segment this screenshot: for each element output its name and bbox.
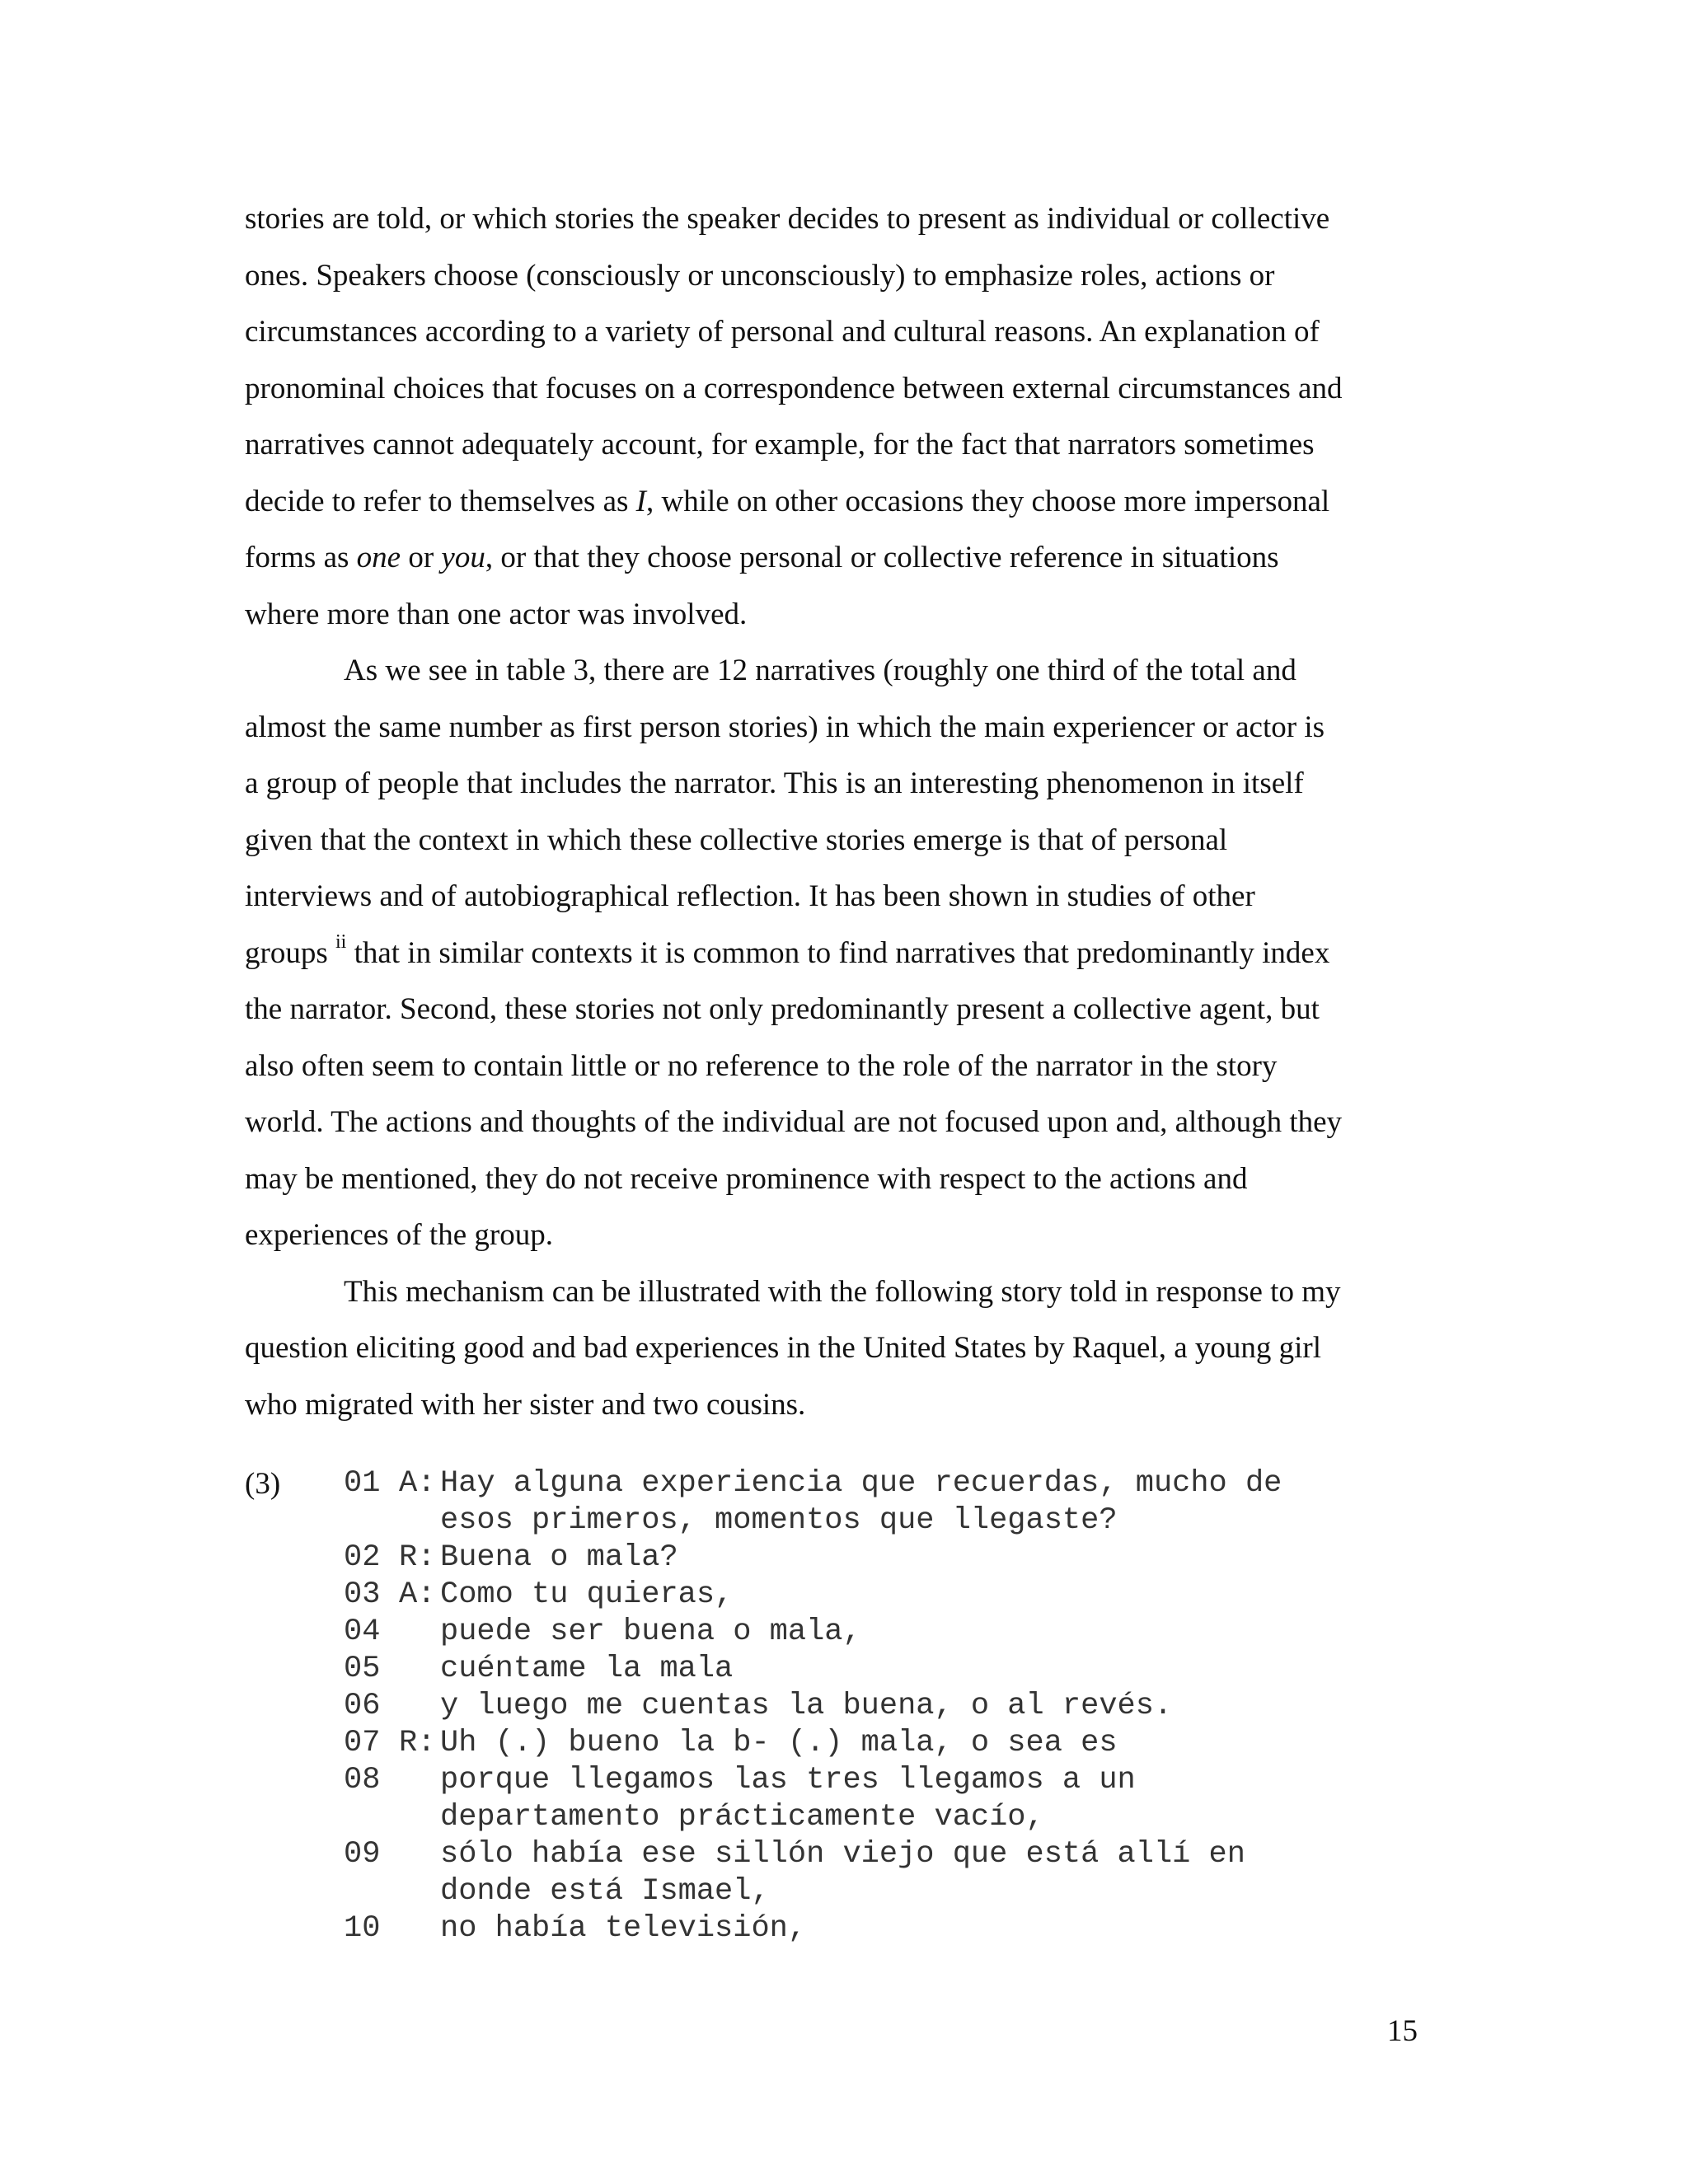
line-number: 05 [344,1652,381,1686]
text-fragment: This mechanism can be illustrated with the following story told in response to my [344,1274,1341,1309]
text-fragment: , while on other occasions they choose more impersonal [645,484,1330,518]
transcript-line [344,1836,1282,1873]
utterance-text: Uh (.) bueno la b- (.) mala, o sea es [440,1726,1118,1760]
speaker-label: R: [399,1726,436,1760]
transcript-line [344,1725,1282,1762]
italic-term: I [635,484,646,518]
text-line: interviews and of autobiographical reflection. It has been shown in studies of other [245,879,1255,913]
text-line [245,1264,1432,1321]
utterance-text: sólo había ese sillón viejo que está allí en [440,1837,1245,1872]
text-fragment: decide to refer to themselves as [245,484,636,518]
text-fragment: groups [245,935,335,970]
transcript-line [344,1540,1282,1577]
paragraph-1 [245,191,1432,643]
transcript-line [344,1502,1282,1540]
transcript-line [344,1873,1282,1910]
text-line: world. The actions and thoughts of the individual are not focused upon and, although they [245,1105,1343,1139]
transcript-line [344,1577,1282,1614]
text-line: given that the context in which these collective stories emerge is that of personal [245,823,1228,857]
text-line: also often seem to contain little or no reference to the role of the narrator in the story [245,1048,1278,1083]
line-number: 07 [344,1726,381,1760]
utterance-text: Como tu quieras, [440,1577,734,1612]
transcript-lines [344,1465,1282,1947]
paragraph-3 [245,1264,1432,1434]
line-number: 09 [344,1837,381,1872]
text-line: pronominal choices that focuses on a correspondence between external circumstances and [245,371,1343,405]
page-number: 15 [1387,2014,1418,2048]
text-fragment: forms as [245,541,357,574]
transcript-line [344,1762,1282,1799]
text-fragment: or [401,541,442,574]
text-line [245,530,1432,587]
text-line: a group of people that includes the narrator. This is an interesting phenomenon in itself [245,766,1304,800]
text-line [245,474,1432,531]
utterance-text: Buena o mala? [440,1540,678,1575]
utterance-text: y luego me cuentas la buena, o al revés. [440,1689,1173,1723]
text-line [245,926,1432,982]
utterance-text: no había televisión, [440,1911,807,1946]
utterance-text: puede ser buena o mala, [440,1615,861,1649]
line-number: 04 [344,1615,381,1649]
line-number: 10 [344,1911,381,1946]
text-line: circumstances according to a variety of personal and cultural reasons. An explanation of [245,315,1320,349]
transcript-line [344,1614,1282,1651]
speaker-label: A: [399,1466,436,1501]
speaker-label: R: [399,1540,436,1575]
footnote-marker[interactable]: ii [335,931,347,954]
line-number: 03 [344,1577,381,1612]
text-line: the narrator. Second, these stories not only predominantly present a collective agent, but [245,992,1320,1026]
utterance-text: Hay alguna experiencia que recuerdas, mucho de [440,1466,1282,1501]
body-text [245,191,1432,1433]
transcript-line [344,1688,1282,1725]
speaker-label: A: [399,1577,436,1612]
utterance-text: cuéntame la mala [440,1652,734,1686]
line-number: 02 [344,1540,381,1575]
italic-term: you [441,541,485,574]
transcript-line [344,1465,1282,1502]
line-number: 01 [344,1466,381,1501]
text-line: stories are told, or which stories the speaker decides to present as individual or collective [245,202,1330,236]
example-number: (3) [245,1467,281,1501]
text-line: ones. Speakers choose (consciously or unconsciously) to emphasize roles, actions or [245,258,1275,293]
line-number: 08 [344,1763,381,1797]
text-line: may be mentioned, they do not receive prominence with respect to the actions and [245,1161,1248,1196]
text-line: who migrated with her sister and two cousins. [245,1387,806,1422]
transcript-line [344,1799,1282,1836]
text-line: almost the same number as first person stories) in which the main experiencer or actor is [245,710,1325,744]
paragraph-2 [245,643,1432,1264]
text-fragment: As we see in table 3, there are 12 narratives (roughly one third of the total and [344,654,1296,687]
text-line: experiences of the group. [245,1218,553,1252]
text-line [245,643,1432,700]
line-number: 06 [344,1689,381,1723]
text-fragment: , or that they choose personal or collective reference in situations [485,541,1279,574]
utterance-text: departamento prácticamente vacío, [440,1800,1044,1835]
text-line: narratives cannot adequately account, for example, for the fact that narrators sometimes [245,428,1315,462]
transcript-line [344,1910,1282,1947]
text-fragment: that in similar contexts it is common to find narratives that predominantly index [346,935,1330,970]
transcript-line [344,1651,1282,1688]
text-line: question eliciting good and bad experiences in the United States by Raquel, a young girl [245,1331,1322,1365]
italic-term: one [356,541,401,574]
utterance-text: donde está Ismael, [440,1874,770,1909]
utterance-text: porque llegamos las tres llegamos a un [440,1763,1136,1797]
text-line: where more than one actor was involved. [245,597,748,631]
utterance-text: esos primeros, momentos que llegaste? [440,1503,1118,1538]
